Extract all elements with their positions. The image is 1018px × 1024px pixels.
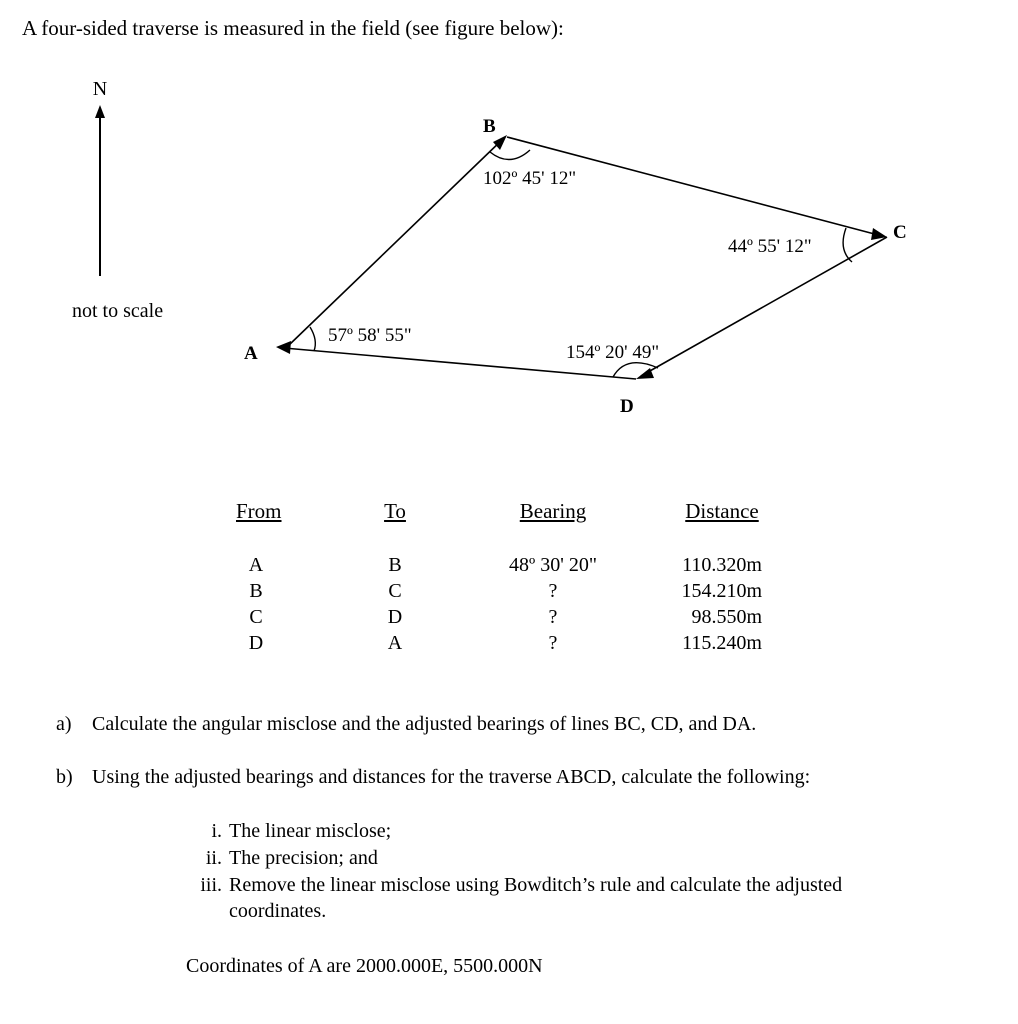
angle-a-label: 57º 58' 55"	[328, 325, 412, 346]
row-4-bearing: ?	[548, 632, 558, 654]
row-1-distance: 110.320m	[682, 554, 762, 576]
header-to: To	[384, 499, 406, 523]
intro-text: A four-sided traverse is measured in the field (see figure below):	[22, 16, 564, 40]
row-4-distance: 115.240m	[682, 632, 762, 654]
line-ab	[288, 137, 505, 346]
north-label: N	[92, 78, 108, 100]
sub-iii-num: iii.	[200, 874, 222, 896]
header-from: From	[236, 499, 282, 523]
angle-d-label: 154º 20' 49"	[566, 342, 660, 363]
sub-iii-text: Remove the linear misclose using Bowditch’s rule and calculate the adjusted	[229, 874, 843, 896]
sub-iii-text-cont: coordinates.	[229, 900, 327, 922]
angle-b-label: 102º 45' 12"	[483, 168, 577, 189]
row-1-to: B	[388, 554, 402, 576]
row-3-distance: 98.550m	[691, 606, 762, 628]
line-cd	[641, 237, 887, 376]
station-d-label: D	[620, 396, 634, 417]
arc-a	[310, 327, 315, 351]
sub-i-num: i.	[211, 820, 222, 842]
header-distance: Distance	[685, 499, 759, 523]
arrow-a	[276, 341, 291, 354]
arc-b	[490, 150, 530, 160]
row-3-from: C	[249, 606, 263, 628]
station-c-label: C	[893, 222, 907, 243]
row-1-bearing: 48º 30' 20"	[509, 554, 597, 576]
header-bearing: Bearing	[519, 499, 587, 523]
coordinates-note: Coordinates of A are 2000.000E, 5500.000N	[186, 955, 543, 977]
question-a-label: a)	[56, 713, 72, 735]
traverse-diagram	[0, 0, 1018, 470]
question-b-text: Using the adjusted bearings and distances for the traverse ABCD, calculate the following:	[92, 766, 811, 788]
sub-ii-text: The precision; and	[229, 847, 378, 869]
row-2-from: B	[249, 580, 263, 602]
question-a	[56, 713, 756, 736]
sub-i-text: The linear misclose;	[229, 820, 392, 842]
row-2-to: C	[388, 580, 402, 602]
arrow-b	[493, 135, 507, 150]
row-4-from: D	[248, 632, 264, 654]
north-arrow	[95, 105, 105, 276]
station-b-label: B	[483, 116, 496, 137]
row-2-distance: 154.210m	[681, 580, 762, 602]
row-4-to: A	[387, 632, 403, 654]
row-3-bearing: ?	[548, 606, 558, 628]
row-2-bearing: ?	[548, 580, 558, 602]
question-a-text: Calculate the angular misclose and the adjusted bearings of lines BC, CD, and DA.	[92, 713, 757, 735]
station-a-label: A	[244, 343, 258, 364]
row-1-from: A	[248, 554, 264, 576]
question-b	[56, 766, 810, 789]
scale-note: not to scale	[72, 300, 164, 322]
angle-c-label: 44º 55' 12"	[728, 236, 812, 257]
question-b-label: b)	[56, 766, 73, 788]
row-3-to: D	[387, 606, 403, 628]
sub-ii-num: ii.	[205, 847, 222, 869]
